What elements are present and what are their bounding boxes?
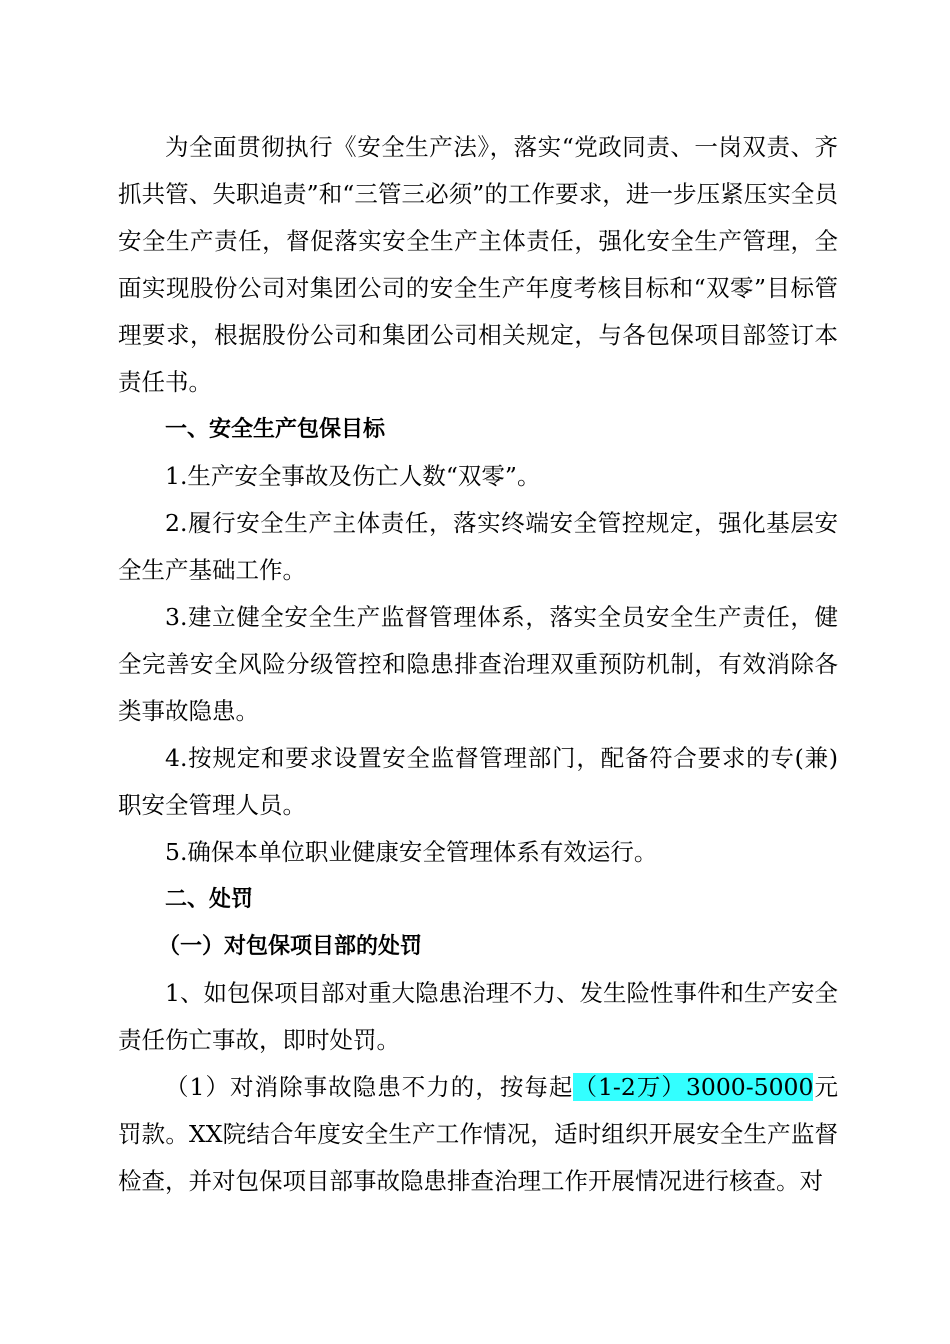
section-2-heading: 二、处罚 — [165, 887, 254, 912]
document-body — [118, 124, 838, 1205]
penalty-1-1-pre: （1）对消除事故隐患不力的，按每起 — [165, 1073, 574, 1101]
intro-paragraph: 为全面贯彻执行《安全生产法》，落实“党政同责、一岗双责、齐抓共管、失职追责”和“三管三必须”的工作要求，进一步压紧压实全员安全生产责任，督促落实安全生产主体责任，强化安全生产管理，全面实现股份公司对集团公司的安全生产年度考核目标和“双零”目标管理要求，根据股份公司和集团公司相关规定，与各包保项目部签订本责任书。 — [118, 133, 838, 396]
goal-item-3: 3.建立健全安全生产监督管理体系，落实全员安全生产责任，健全完善安全风险分级管控和隐患排查治理双重预防机制，有效消除各类事故隐患。 — [118, 603, 838, 725]
goal-item-1: 1.生产安全事故及伤亡人数“双零”。 — [165, 462, 541, 490]
penalty-1: 1、如包保项目部对重大隐患治理不力、发生险性事件和生产安全责任伤亡事故，即时处罚。 — [118, 979, 838, 1054]
goal-item-2: 2.履行安全生产主体责任，落实终端安全管控规定，强化基层安全生产基础工作。 — [118, 509, 838, 584]
penalty-1-1 — [118, 1064, 838, 1205]
goal-item-4: 4.按规定和要求设置安全监督管理部门，配备符合要求的专(兼)职安全管理人员。 — [118, 744, 838, 819]
section-1-heading: 一、安全生产包保目标 — [165, 417, 386, 442]
penalty-1-1-post: 元罚款。XX院结合年度安全生产工作情况，适时组织开展安全生产监督检查，并对包保项目部事故隐患排查治理工作开展情况进行核查。对 — [118, 1073, 838, 1195]
highlighted-amount: （1-2万）3000-5000 — [573, 1073, 814, 1101]
subsection-1-heading: （一）对包保项目部的处罚 — [158, 934, 423, 959]
goal-item-5: 5.确保本单位职业健康安全管理体系有效运行。 — [165, 838, 658, 866]
